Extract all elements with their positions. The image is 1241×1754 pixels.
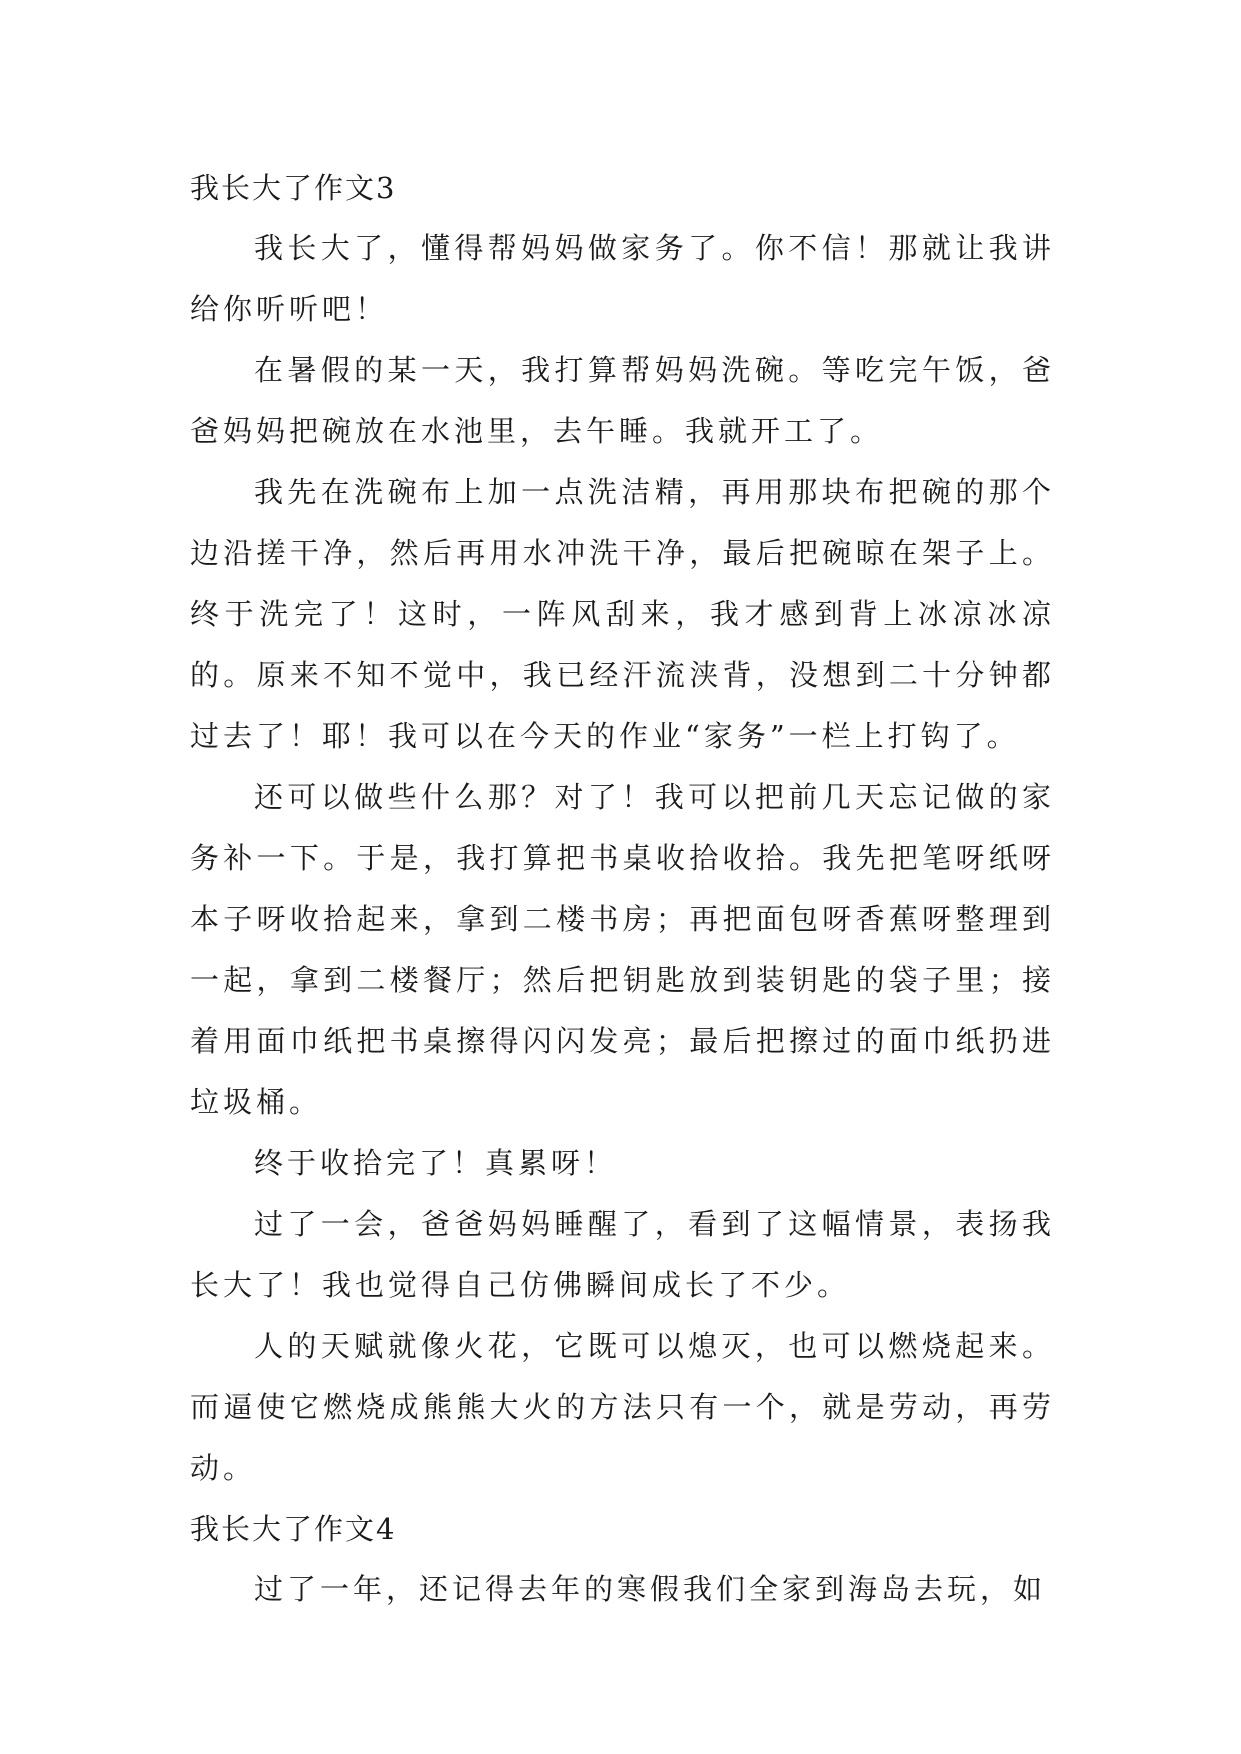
essay-3-paragraph-6: 过了一会，爸爸妈妈睡醒了，看到了这幅情景，表扬我长大了！我也觉得自己仿佛瞬间成长了不少。 xyxy=(190,1207,1055,1302)
essay-3-paragraph-1: 我长大了，懂得帮妈妈做家务了。你不信！那就让我讲给你听听吧！ xyxy=(190,231,1055,326)
essay-3-paragraph-3: 我先在洗碗布上加一点洗洁精，再用那块布把碗的那个边沿搓干净，然后再用水冲洗干净，最后把碗晾在架子上。终于洗完了！这时，一阵风刮来，我才感到背上冰凉冰凉的。原来不知不觉中，我已经汗流浃背，没想到二十分钟都过去了！耶！我可以在今天的作业“家务”一栏上打钩了。 xyxy=(190,475,1055,753)
essay-4-paragraph-1: 过了一年，还记得去年的寒假我们全家到海岛去玩，如 xyxy=(254,1572,1047,1606)
essay-3-title: 我长大了作文3 xyxy=(190,171,397,205)
essay-3-paragraph-2: 在暑假的某一天，我打算帮妈妈洗碗。等吃完午饭，爸爸妈妈把碗放在水池里，去午睡。我就开工了。 xyxy=(190,353,1055,448)
document-body xyxy=(190,158,1055,1620)
essay-4-title: 我长大了作文4 xyxy=(190,1512,397,1546)
essay-3-paragraph-5: 终于收拾完了！真累呀！ xyxy=(254,1146,618,1180)
essay-3-paragraph-4: 还可以做些什么那？对了！我可以把前几天忘记做的家务补一下。于是，我打算把书桌收拾收拾。我先把笔呀纸呀本子呀收拾起来，拿到二楼书房；再把面包呀香蕉呀整理到一起，拿到二楼餐厅；然后把钥匙放到装钥匙的袋子里；接着用面巾纸把书桌擦得闪闪发亮；最后把擦过的面巾纸扔进垃圾桶。 xyxy=(190,780,1055,1119)
essay-3-paragraph-7: 人的天赋就像火花，它既可以熄灭，也可以燃烧起来。而逼使它燃烧成熊熊大火的方法只有一个，就是劳动，再劳动。 xyxy=(190,1329,1055,1485)
